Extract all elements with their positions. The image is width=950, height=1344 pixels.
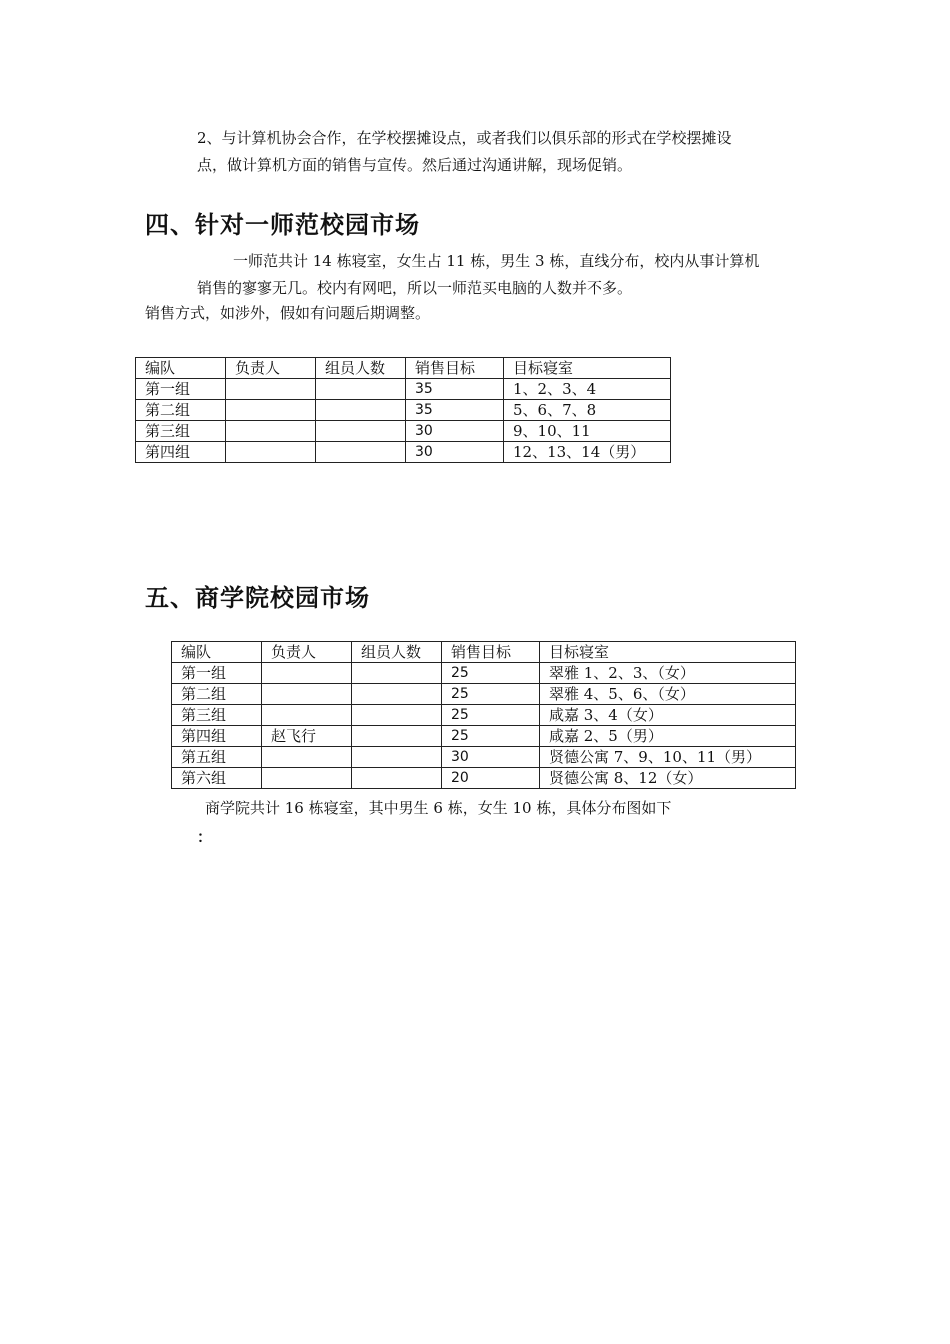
table-row [172, 705, 796, 726]
table-header-row [136, 358, 671, 379]
table-row [136, 400, 671, 421]
paragraph-line: 一师范共计 14 栋寝室，女生占 11 栋，男生 3 栋，直线分布，校内从事计算机 [233, 252, 760, 270]
table-cell [316, 421, 406, 442]
table-row [136, 379, 671, 400]
table-header-cell: 销售目标 [442, 642, 540, 663]
section-4-table [135, 357, 671, 463]
table-cell: 咸嘉 3、4（女） [540, 705, 796, 726]
table-cell: 第三组 [172, 705, 262, 726]
table-header-cell: 目标寝室 [504, 358, 671, 379]
table-header-cell: 负责人 [262, 642, 352, 663]
table-row [172, 726, 796, 747]
table-cell: 第六组 [172, 768, 262, 789]
table-cell [226, 442, 316, 463]
table-cell: 25 [442, 663, 540, 684]
table-cell: 30 [406, 421, 504, 442]
section-4-intro-cont [197, 275, 632, 302]
table-header-cell: 编队 [136, 358, 226, 379]
table-cell [352, 684, 442, 705]
table-header-cell: 负责人 [226, 358, 316, 379]
table-body [172, 642, 796, 789]
table-cell: 25 [442, 705, 540, 726]
table-cell [262, 705, 352, 726]
table-cell: 贤德公寓 8、12（女） [540, 768, 796, 789]
table-cell: 翠雅 4、5、6、（女） [540, 684, 796, 705]
table-row [172, 684, 796, 705]
table-cell: 第二组 [136, 400, 226, 421]
paragraph-line: 点，做计算机方面的销售与宣传。然后通过沟通讲解，现场促销。 [197, 156, 633, 174]
table-header-cell: 组员人数 [316, 358, 406, 379]
table-cell [262, 768, 352, 789]
table-cell [352, 705, 442, 726]
table-body [136, 358, 671, 463]
table-cell [262, 684, 352, 705]
table-cell: 第四组 [136, 442, 226, 463]
table-cell: 35 [406, 400, 504, 421]
table-cell: 第四组 [172, 726, 262, 747]
table-cell [316, 379, 406, 400]
table-cell [262, 747, 352, 768]
table-cell [352, 747, 442, 768]
table-cell: 赵飞行 [262, 726, 352, 747]
table-header-cell: 编队 [172, 642, 262, 663]
table-cell [352, 726, 442, 747]
section-5-table [171, 641, 796, 789]
table-cell: 35 [406, 379, 504, 400]
table-cell: 第一组 [172, 663, 262, 684]
table-cell [226, 400, 316, 421]
paragraph-line: 销售的寥寥无几。校内有网吧，所以一师范买电脑的人数并不多。 [197, 279, 633, 297]
table-cell: 5、6、7、8 [504, 400, 671, 421]
table-cell: 咸嘉 2、5（男） [540, 726, 796, 747]
paragraph-cooperation [197, 125, 732, 179]
section-5-note-colon: ： [197, 828, 213, 846]
table-cell: 翠雅 1、2、3、（女） [540, 663, 796, 684]
table-cell: 12、13、14（男） [504, 442, 671, 463]
table-cell: 第二组 [172, 684, 262, 705]
table-cell [316, 400, 406, 421]
table-cell [352, 768, 442, 789]
section-5-note: 商学院共计 16 栋寝室，其中男生 6 栋，女生 10 栋，具体分布图如下 [205, 799, 672, 817]
table-cell [316, 442, 406, 463]
table-cell: 25 [442, 726, 540, 747]
table-cell: 1、2、3、4 [504, 379, 671, 400]
table-header-cell: 目标寝室 [540, 642, 796, 663]
table-header-row [172, 642, 796, 663]
table-cell: 30 [406, 442, 504, 463]
table-cell: 贤德公寓 7、9、10、11（男） [540, 747, 796, 768]
table-row [136, 421, 671, 442]
table-cell: 第一组 [136, 379, 226, 400]
paragraph-line: 2、与计算机协会合作，在学校摆摊设点，或者我们以俱乐部的形式在学校摆摊设 [197, 129, 732, 147]
table-row [172, 768, 796, 789]
section-4-heading: 四、针对一师范校园市场 [145, 211, 420, 239]
section-4-intro [197, 248, 759, 275]
section-5-heading: 五、商学院校园市场 [145, 584, 370, 612]
table-cell: 第五组 [172, 747, 262, 768]
table-cell [262, 663, 352, 684]
table-cell: 20 [442, 768, 540, 789]
table-row [172, 747, 796, 768]
table-header-cell: 组员人数 [352, 642, 442, 663]
table-cell [226, 379, 316, 400]
table-row [136, 442, 671, 463]
table-cell: 第三组 [136, 421, 226, 442]
table-row [172, 663, 796, 684]
sales-method-text: 销售方式，如涉外，假如有问题后期调整。 [145, 304, 431, 322]
table-cell: 9、10、11 [504, 421, 671, 442]
table-cell: 25 [442, 684, 540, 705]
table-cell [352, 663, 442, 684]
table-header-cell: 销售目标 [406, 358, 504, 379]
table-cell [226, 421, 316, 442]
table-cell: 30 [442, 747, 540, 768]
